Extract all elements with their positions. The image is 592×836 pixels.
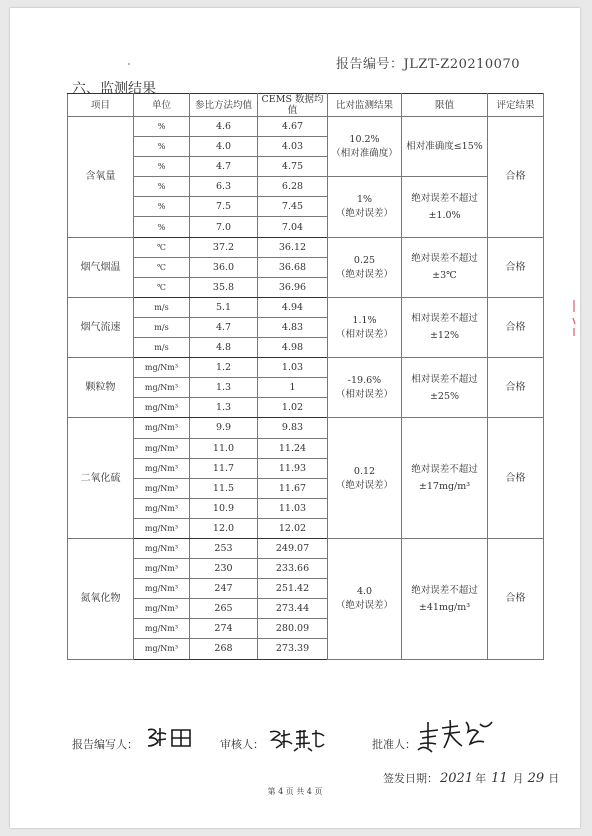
- cems-mean-cell: 1: [258, 378, 328, 398]
- reference-mean-cell: 4.8: [190, 338, 258, 358]
- report-number: [336, 53, 520, 72]
- reviewer-signature-block: [220, 736, 264, 752]
- red-edge-mark: [572, 298, 576, 338]
- reference-mean-cell: 7.5: [190, 197, 258, 217]
- issue-month: 11: [491, 771, 508, 786]
- limit-value: ±1.0%: [428, 209, 461, 221]
- item-name: 烟气流速: [68, 297, 134, 357]
- reference-mean-cell: 274: [190, 619, 258, 639]
- unit-cell: %: [134, 217, 190, 237]
- reference-mean-cell: 11.5: [190, 478, 258, 498]
- item-name: 烟气烟温: [68, 237, 134, 297]
- reference-mean-cell: 11.0: [190, 438, 258, 458]
- unit-cell: %: [134, 157, 190, 177]
- report-number-label: 报告编号：: [336, 57, 404, 72]
- cems-mean-cell: 4.03: [258, 137, 328, 157]
- unit-cell: m/s: [134, 338, 190, 358]
- unit-cell: mg/Nm³: [134, 518, 190, 538]
- approver-handwritten-signature: [414, 714, 496, 754]
- verdict-cell: 合格: [488, 237, 544, 297]
- cems-mean-cell: 7.45: [258, 197, 328, 217]
- column-header: 评定结果: [488, 94, 544, 117]
- table-row: [68, 538, 544, 558]
- reference-mean-cell: 11.7: [190, 458, 258, 478]
- cems-mean-cell: 1.03: [258, 358, 328, 378]
- issue-date: [383, 770, 559, 786]
- cems-mean-cell: 280.09: [258, 619, 328, 639]
- unit-cell: mg/Nm³: [134, 599, 190, 619]
- column-header: 比对监测结果: [328, 94, 402, 117]
- approver-signature-block: [372, 736, 416, 752]
- reference-mean-cell: 10.9: [190, 498, 258, 518]
- cems-mean-cell: 7.04: [258, 217, 328, 237]
- issue-year: 2021: [440, 771, 474, 786]
- writer-signature-block: [72, 736, 138, 752]
- limit-value: ±12%: [429, 330, 460, 342]
- comparison-result-cell: [328, 418, 402, 539]
- item-name: 含氧量: [68, 117, 134, 238]
- unit-cell: mg/Nm³: [134, 559, 190, 579]
- comparison-result-value: 1%: [356, 194, 373, 206]
- reference-mean-cell: 4.7: [190, 157, 258, 177]
- section-title: 六、监测结果: [72, 81, 156, 97]
- unit-cell: ℃: [134, 237, 190, 257]
- column-header: 参比方法均值: [190, 94, 258, 117]
- cems-mean-cell: 273.39: [258, 639, 328, 659]
- table-header-row: [68, 94, 544, 117]
- unit-cell: mg/Nm³: [134, 398, 190, 418]
- reference-mean-cell: 35.8: [190, 277, 258, 297]
- column-header: CEMS 数据均值: [258, 94, 328, 117]
- reference-mean-cell: 4.6: [190, 117, 258, 137]
- reference-mean-cell: 4.0: [190, 137, 258, 157]
- approver-label: 批准人：: [372, 738, 416, 751]
- comparison-result-value: 10.2%: [349, 134, 380, 146]
- cems-mean-cell: 36.96: [258, 277, 328, 297]
- cems-mean-cell: 11.03: [258, 498, 328, 518]
- limit-text: 相对误差不超过: [411, 373, 478, 385]
- comparison-result-value: 0.12: [353, 465, 376, 477]
- column-header: 单位: [134, 94, 190, 117]
- limit-cell: [402, 117, 488, 177]
- limit-value: ±3℃: [432, 270, 457, 282]
- verdict-cell: 合格: [488, 297, 544, 357]
- limit-text: 绝对误差不超过: [411, 584, 478, 596]
- reference-mean-cell: 37.2: [190, 237, 258, 257]
- unit-cell: mg/Nm³: [134, 579, 190, 599]
- cems-mean-cell: 233.66: [258, 559, 328, 579]
- unit-cell: mg/Nm³: [134, 458, 190, 478]
- comparison-result-cell: [328, 538, 402, 659]
- speck: [128, 63, 130, 65]
- unit-cell: ℃: [134, 277, 190, 297]
- table-row: [68, 117, 544, 137]
- comparison-result-cell: [328, 117, 402, 177]
- limit-cell: [402, 237, 488, 297]
- reviewer-handwritten-signature: [266, 724, 328, 752]
- unit-cell: mg/Nm³: [134, 498, 190, 518]
- cems-mean-cell: 4.83: [258, 317, 328, 337]
- reference-mean-cell: 1.2: [190, 358, 258, 378]
- reference-mean-cell: 9.9: [190, 418, 258, 438]
- reviewer-label: 审核人：: [220, 738, 264, 751]
- comparison-result-cell: [328, 237, 402, 297]
- reference-mean-cell: 12.0: [190, 518, 258, 538]
- unit-cell: mg/Nm³: [134, 478, 190, 498]
- issue-day: 29: [527, 771, 545, 786]
- reference-mean-cell: 36.0: [190, 257, 258, 277]
- limit-text: 绝对误差不超过: [411, 253, 478, 265]
- cems-mean-cell: 4.98: [258, 338, 328, 358]
- unit-cell: mg/Nm³: [134, 438, 190, 458]
- reference-mean-cell: 4.7: [190, 317, 258, 337]
- table-row: [68, 297, 544, 317]
- reference-mean-cell: 253: [190, 538, 258, 558]
- unit-cell: %: [134, 197, 190, 217]
- reference-mean-cell: 265: [190, 599, 258, 619]
- comparison-result-value: -19.6%: [347, 375, 382, 387]
- comparison-result-note: （绝对误差）: [335, 479, 393, 491]
- cems-mean-cell: 12.02: [258, 518, 328, 538]
- unit-cell: ℃: [134, 257, 190, 277]
- limit-cell: [402, 418, 488, 539]
- issue-day-unit: 日: [548, 772, 560, 785]
- writer-label: 报告编写人：: [72, 738, 138, 751]
- reference-mean-cell: 230: [190, 559, 258, 579]
- comparison-result-note: （绝对误差）: [335, 208, 393, 220]
- limit-value: ±25%: [429, 390, 460, 402]
- unit-cell: mg/Nm³: [134, 418, 190, 438]
- comparison-result-note: （绝对误差）: [335, 600, 393, 612]
- reference-mean-cell: 7.0: [190, 217, 258, 237]
- table-body: [68, 117, 544, 660]
- cems-mean-cell: 36.68: [258, 257, 328, 277]
- item-name: 氮氧化物: [68, 538, 134, 659]
- comparison-result-cell: [328, 297, 402, 357]
- comparison-result-value: 4.0: [356, 586, 373, 598]
- comparison-result-note: （绝对误差）: [335, 268, 393, 280]
- limit-cell: [402, 538, 488, 659]
- reference-mean-cell: 6.3: [190, 177, 258, 197]
- unit-cell: %: [134, 137, 190, 157]
- comparison-result-note: （相对准确度）: [331, 148, 398, 160]
- cems-mean-cell: 273.44: [258, 599, 328, 619]
- limit-value: ±41mg/m³: [418, 601, 471, 613]
- cems-mean-cell: 6.28: [258, 177, 328, 197]
- limit-text: 绝对误差不超过: [411, 192, 478, 204]
- report-number-value: JLZT-Z20210070: [403, 57, 520, 72]
- comparison-result-note: （相对误差）: [335, 328, 393, 340]
- verdict-cell: 合格: [488, 358, 544, 418]
- limit-text: 绝对误差不超过: [411, 464, 478, 476]
- cems-mean-cell: 4.67: [258, 117, 328, 137]
- monitoring-results-table: [67, 93, 544, 660]
- unit-cell: mg/Nm³: [134, 639, 190, 659]
- limit-cell: [402, 358, 488, 418]
- item-name: 颗粒物: [68, 358, 134, 418]
- comparison-result-value: 1.1%: [352, 314, 377, 326]
- cems-mean-cell: 251.42: [258, 579, 328, 599]
- cems-mean-cell: 9.83: [258, 418, 328, 438]
- unit-cell: %: [134, 177, 190, 197]
- report-page: [10, 8, 580, 828]
- comparison-result-cell: [328, 358, 402, 418]
- comparison-result-cell: [328, 177, 402, 237]
- cems-mean-cell: 11.93: [258, 458, 328, 478]
- limit-text: 相对误差不超过: [411, 313, 478, 325]
- unit-cell: mg/Nm³: [134, 538, 190, 558]
- limit-value: ±17mg/m³: [418, 481, 471, 493]
- verdict-cell: 合格: [488, 538, 544, 659]
- issue-date-label: 签发日期：: [383, 772, 438, 785]
- limit-text: 相对准确度≤15%: [406, 141, 483, 153]
- table-row: [68, 358, 544, 378]
- limit-cell: [402, 297, 488, 357]
- comparison-result-value: 0.25: [353, 254, 376, 266]
- issue-year-unit: 年: [475, 772, 487, 785]
- reference-mean-cell: 5.1: [190, 297, 258, 317]
- cems-mean-cell: 36.12: [258, 237, 328, 257]
- column-header: 项目: [68, 94, 134, 117]
- table-row: [68, 177, 544, 197]
- unit-cell: mg/Nm³: [134, 619, 190, 639]
- cems-mean-cell: 11.24: [258, 438, 328, 458]
- unit-cell: mg/Nm³: [134, 358, 190, 378]
- cems-mean-cell: 4.94: [258, 297, 328, 317]
- cems-mean-cell: 249.07: [258, 538, 328, 558]
- table-row: [68, 237, 544, 257]
- verdict-cell: 合格: [488, 117, 544, 238]
- reference-mean-cell: 268: [190, 639, 258, 659]
- reference-mean-cell: 1.3: [190, 398, 258, 418]
- unit-cell: m/s: [134, 297, 190, 317]
- cems-mean-cell: 1.02: [258, 398, 328, 418]
- verdict-cell: 合格: [488, 418, 544, 539]
- unit-cell: mg/Nm³: [134, 378, 190, 398]
- comparison-result-note: （相对误差）: [335, 389, 393, 401]
- reference-mean-cell: 1.3: [190, 378, 258, 398]
- limit-cell: [402, 177, 488, 237]
- table-row: [68, 418, 544, 438]
- writer-handwritten-signature: [144, 724, 196, 750]
- unit-cell: m/s: [134, 317, 190, 337]
- page-number: 第 4 页 共 4 页: [267, 787, 323, 796]
- issue-month-unit: 月: [512, 772, 524, 785]
- column-header: 限值: [402, 94, 488, 117]
- reference-mean-cell: 247: [190, 579, 258, 599]
- cems-mean-cell: 11.67: [258, 478, 328, 498]
- unit-cell: %: [134, 117, 190, 137]
- cems-mean-cell: 4.75: [258, 157, 328, 177]
- item-name: 二氧化硫: [68, 418, 134, 539]
